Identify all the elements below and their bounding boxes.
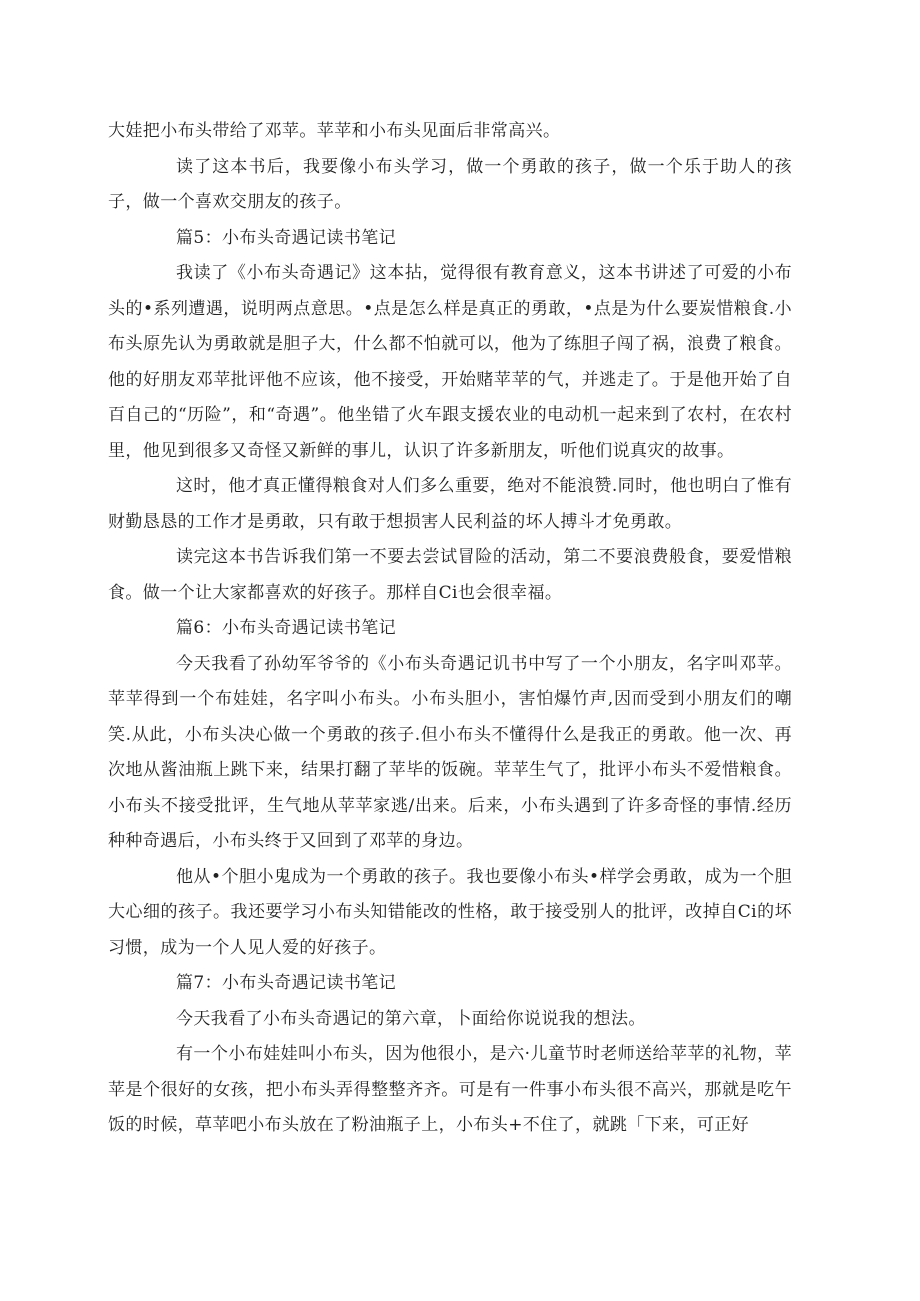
document-body <box>108 114 792 1144</box>
paragraph: 今天我看了小布头奇遇记的第六章，卜面给你说说我的想法。 <box>176 1008 646 1029</box>
paragraph: 读了这本书后，我要像小布头学习，做一个勇敢的孩子，做一个乐于助人的孩子，做一个喜欢交朋友的孩子。 <box>108 156 792 212</box>
paragraph: 我读了《小布头奇遇记》这本拈，觉得很有教育意义，这本书讲述了可爱的小布头的•系列遭遇，说明两点意思。•点是怎么样是真正的勇敢，•点是为什么要炭惜粮食.小布头原先认为勇敢就是胆子大，什么都不怕就可以，他为了练胆子闯了祸，浪费了粮食。他的好朋友邓苹批评他不应该，他不接受，开始赌苹苹的气，并逃走了。于是他开始了自百自己的“历险”，和“奇遇”。他坐错了火车跟支援农业的电动机一起来到了农村，在农村里，他见到很多又奇怪又新鲜的事儿，认识了许多新朋友，听他们说真灾的故事。 <box>108 263 792 461</box>
paragraph: 有一个小布娃娃叫小布头，因为他很小，是六·儿童节时老师送给苹苹的礼物，苹苹是个很好的女孩，把小布头弄得整整齐齐。可是有一件事小布头很不高兴，那就是吃午饭的时候，草苹吧小布头放在了粉油瓶子上，小布头+不住了，就跳「下来，可正好 <box>108 1044 792 1135</box>
paragraph: 读完这本书告诉我们第一不要去尝试冒险的活动，第二不要浪费般食，要爱惜粮食。做一个让大家都喜欢的好孩子。那样自Ci也会很幸福。 <box>108 547 792 603</box>
paragraph: 这时，他才真正懂得粮食对人们多么重要，绝对不能浪赞.同时，他也明白了惟有财勤恳恳的工作才是勇敢，只有敢于想损害人民利益的坏人搏斗才免勇敢。 <box>108 476 792 532</box>
paragraph: 他从•个胆小鬼成为一个勇敢的孩子。我也要像小布头•样学会勇敢，成为一个胆大心细的孩子。我还要学习小布头知错能改的性格，敢于接受别人的批评，改掉自Ci的坏习惯，成为一个人见人爱的好孩子。 <box>108 866 792 958</box>
paragraph: 今天我看了孙幼军爷爷的《小布头奇遇记讥书中写了一个小朋友，名字叫邓苹。苹苹得到一个布娃娃，名字叫小布头。小布头胆小，害怕爆竹声,因而受到小朋友们的嘲笑.从此，小布头决心做一个勇敢的孩子.但小布头不懂得什么是我正的勇敢。他一次、再次地从酱油瓶上跳下来，结果打翻了苹毕的饭碗。苹苹生气了，批评小布头不爱惜粮食。小布头不接受批评，生气地从苹苹家逃/出来。后来，小布头遇到了许多奇怪的事情.经历种种奇遇后，小布头终于又回到了邓苹的身边。 <box>108 653 792 851</box>
section-heading: 篇7：小布头奇遇记读书笔记 <box>176 973 397 993</box>
paragraph: 大娃把小布头带给了邓苹。苹苹和小布头见面后非常高兴。 <box>108 121 561 141</box>
section-heading: 篇6：小布头奇遇记读书笔记 <box>176 618 397 638</box>
section-heading: 篇5：小布头奇遇记读书笔记 <box>176 227 397 248</box>
